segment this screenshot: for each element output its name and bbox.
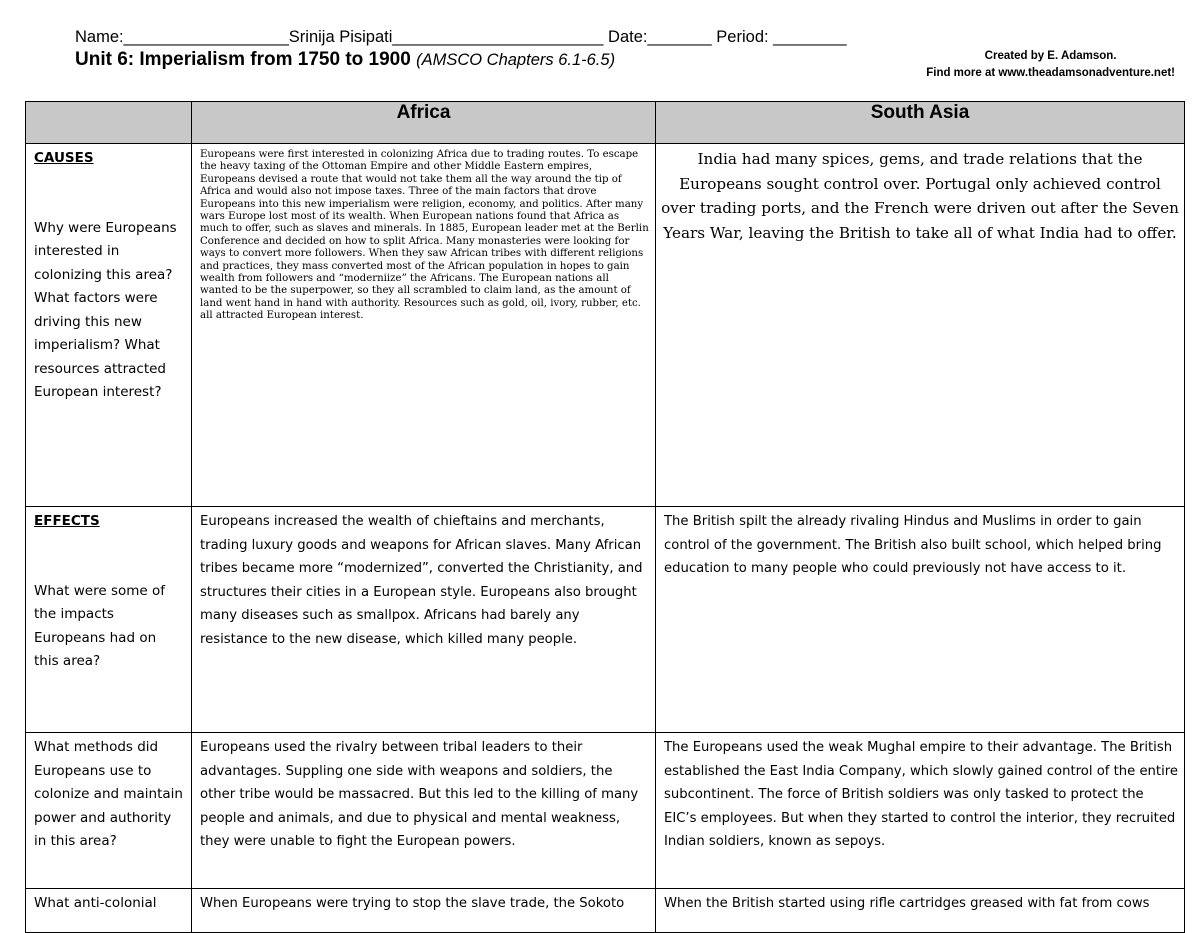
causes-south-asia-answer[interactable]: India had many spices, gems, and trade relations that the Europeans sought control over. Portugal only achieved control over trading ports, and the French were driven out after the Seven Years War, leaving the British to take all of what India had to offer. <box>656 144 1185 507</box>
table-header-row <box>26 102 1185 144</box>
header-south-asia: South Asia <box>656 102 1185 144</box>
causes-question: Why were Europeans interested in colonizing this area? What factors were driving this new imperialism? What resources attracted European interest? <box>34 219 177 400</box>
table-row-effects <box>26 507 1185 733</box>
effects-south-asia-answer[interactable]: The British spilt the already rivaling Hindus and Muslims in order to gain control of the government. The British also built school, which helped bring education to many people who could previously not have access to it. <box>656 507 1185 733</box>
effects-question: What were some of the impacts Europeans had on this area? <box>34 582 166 669</box>
methods-africa-answer[interactable]: Europeans used the rivalry between tribal leaders to their advantages. Suppling one side with weapons and soldiers, the other tribe would be massacred. But this led to the killing of many people and animals, and due to physical and mental weakness, they were unable to fight the European powers. <box>192 733 656 889</box>
effects-heading: EFFECTS <box>34 513 100 529</box>
row-label-causes <box>26 144 192 507</box>
anti-colonial-question: What anti-colonial <box>26 889 192 933</box>
table-row-methods <box>26 733 1185 889</box>
document-subtitle: (AMSCO Chapters 6.1-6.5) <box>416 51 616 69</box>
name-date-period-line: Name:__________________Srinija Pisipati_______________________ Date:_______ Period: ________ <box>75 28 847 46</box>
header-blank-cell <box>26 102 192 144</box>
methods-question: What methods did Europeans use to colonize and maintain power and authority in this area? <box>26 733 192 889</box>
row-label-effects <box>26 507 192 733</box>
causes-heading: CAUSES <box>34 150 94 166</box>
document-title: Unit 6: Imperialism from 1750 to 1900 <box>75 49 411 70</box>
table-row-anti-colonial <box>26 889 1185 933</box>
credit-author: Created by E. Adamson. <box>984 50 1117 62</box>
credit-website: Find more at www.theadamsonadventure.net! <box>926 67 1175 79</box>
effects-africa-answer[interactable]: Europeans increased the wealth of chieftains and merchants, trading luxury goods and weapons for African slaves. Many African tribes became more “modernized”, converted the Christianity, and structures their cities in a European style. Europeans also brought many diseases such as smallpox. Africans had barely any resistance to the new disease, which killed many people. <box>192 507 656 733</box>
anti-colonial-south-asia-answer[interactable]: When the British started using rifle cartridges greased with fat from cows <box>656 889 1185 933</box>
table-row-causes <box>26 144 1185 507</box>
causes-africa-answer[interactable]: Europeans were first interested in colonizing Africa due to trading routes. To escape the heavy taxing of the Ottoman Empire and other Middle Eastern empires, Europeans devised a route that would not take them all the way around the tip of Africa and would also not impose taxes. Three of the main factors that drove Europeans into this new imperialism were religion, economy, and politics. After many wars Europe lost most of its wealth. When European nations found that Africa as much to offer, such as slaves and minerals. In 1885, European leader met at the Berlin Conference and decided on how to split Africa. Many monasteries were looking for ways to convert more followers. When they saw African tribes with different religions and practices, they mass converted most of the African population in hopes to gain wealth from followers and “moderniize” the Africans. The European nations all wanted to be the superpower, so they all scrambled to claim land, as the amount of land went hand in hand with authority. Resources such as gold, oil, ivory, rubber, etc. all attracted European interest. <box>192 144 656 507</box>
methods-south-asia-answer[interactable]: The Europeans used the weak Mughal empire to their advantage. The British established the East India Company, which slowly gained control of the entire subcontinent. The force of British soldiers was only tasked to protect the EIC’s employees. But when they started to control the interior, they recruited Indian soldiers, known as sepoys. <box>656 733 1185 889</box>
anti-colonial-africa-answer[interactable]: When Europeans were trying to stop the slave trade, the Sokoto <box>192 889 656 933</box>
document-title-line <box>75 49 615 71</box>
header-africa: Africa <box>192 102 656 144</box>
imperialism-table <box>25 101 1185 933</box>
credit-block <box>926 48 1175 82</box>
